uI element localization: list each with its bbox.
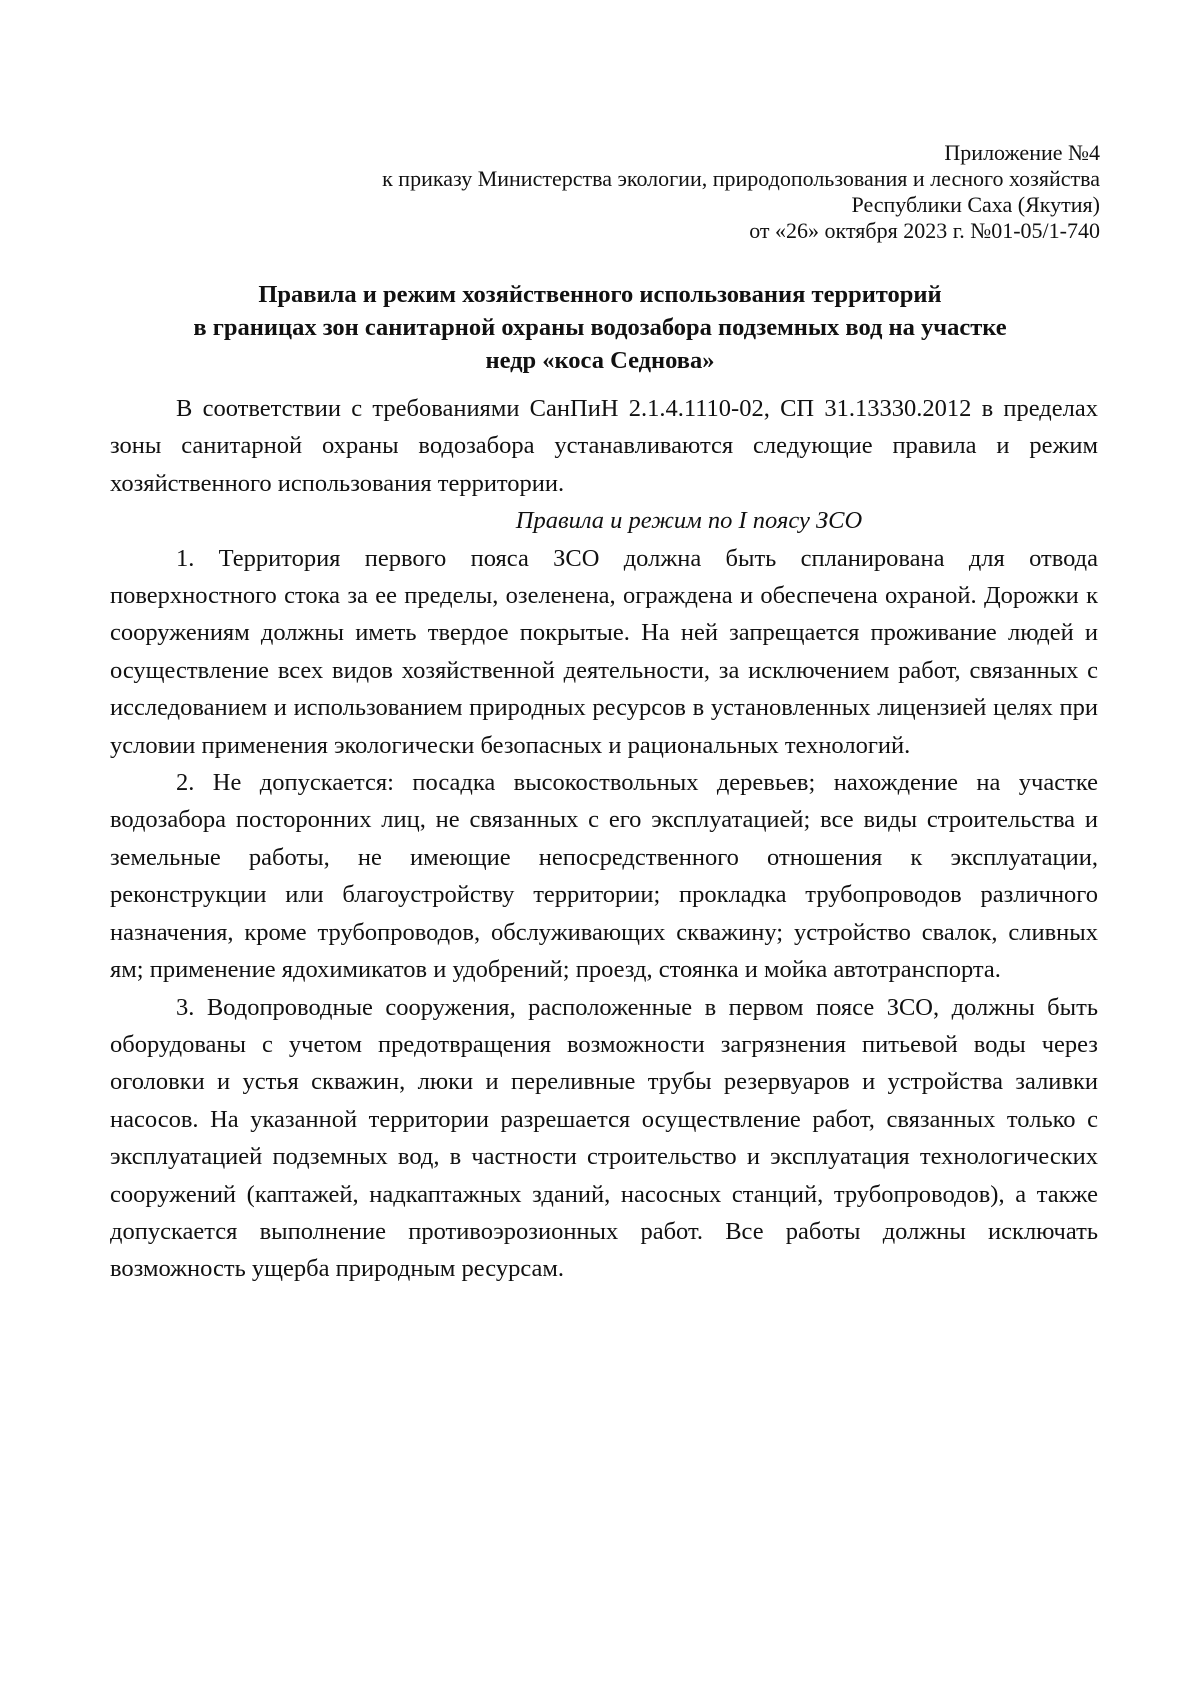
rule-paragraph-1: 1. Территория первого пояса ЗСО должна быть спланирована для отвода поверхностного стока за ее пределы, озеленена, ограждена и обеспечена охраной. Дорожки к сооружениям должны иметь твердое покрытые. На ней запрещается проживание людей и осуществление всех видов хозяйственной деятельности, за исключением работ, связанных с исследованием и использованием природных ресурсов в установленных лицензией целях при условии применения экологически безопасных и рациональных технологий.: [110, 544, 1098, 759]
rule-paragraph-2: 2. Не допускается: посадка высокоствольных деревьев; нахождение на участке водозабора посторонних лиц, не связанных с его эксплуатацией; все виды строительства и земельные работы, не имеющие непосредственного отношения к эксплуатации, реконструкции или благоустройству территории; прокладка трубопроводов различного назначения, кроме трубопроводов, обслуживающих скважину; устройство свалок, сливных ям; применение ядохимикатов и удобрений; проезд, стоянка и мойка автотранспорта.: [110, 769, 1098, 984]
document-body: [110, 390, 1098, 1288]
appendix-header: [200, 140, 1100, 244]
intro-paragraph: В соответствии с требованиями СанПиН 2.1.4.1110-02, СП 31.13330.2012 в пределах зоны санитарной охраны водозабора устанавливаются следующие правила и режим хозяйственного использования территории.: [110, 395, 1098, 497]
appendix-order-ref: к приказу Министерства экологии, природопользования и лесного хозяйства: [382, 166, 1100, 191]
rule-paragraph-3: 3. Водопроводные сооружения, расположенные в первом поясе ЗСО, должны быть оборудованы с учетом предотвращения возможности загрязнения питьевой воды через оголовки и устья скважин, люки и переливные трубы резервуаров и устройства заливки насосов. На указанной территории разрешается осуществление работ, связанных только с эксплуатацией подземных вод, в частности строительство и эксплуатация технологических сооружений (каптажей, надкаптажных зданий, насосных станций, трубопроводов), а также допускается выполнение противоэрозионных работ. Все работы должны исключать возможность ущерба природным ресурсам.: [110, 993, 1098, 1283]
title-line-2: в границах зон санитарной охраны водозабора подземных вод на участке: [193, 314, 1007, 341]
title-line-3: недр «коса Седнова»: [485, 347, 715, 374]
appendix-republic: Республики Саха (Якутия): [851, 192, 1100, 217]
title-line-1: Правила и режим хозяйственного использования территорий: [258, 281, 942, 308]
section-heading: Правила и режим по I поясу ЗСО: [515, 507, 863, 535]
appendix-number: Приложение №4: [944, 140, 1100, 165]
document-title: [100, 278, 1100, 377]
appendix-date-number: от «26» октября 2023 г. №01-05/1-740: [749, 218, 1100, 243]
